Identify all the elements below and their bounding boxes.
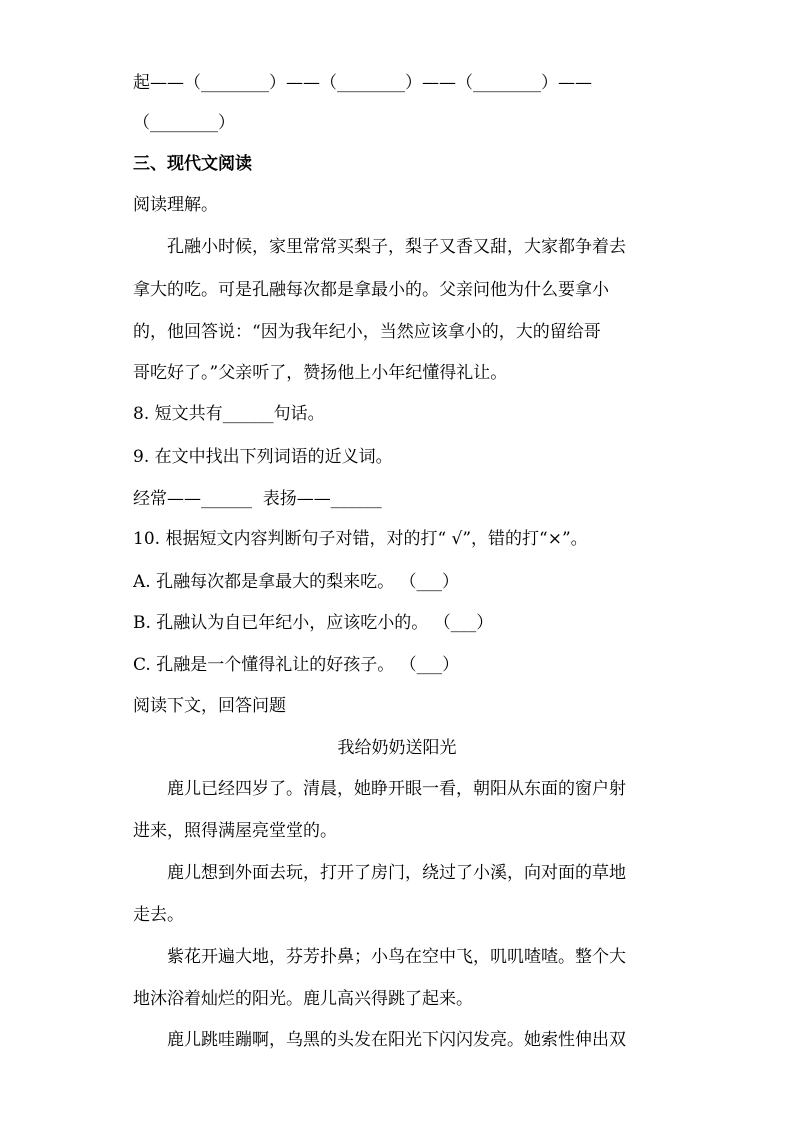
passage2-line-7: 鹿儿跳哇蹦啊，乌黑的头发在阳光下闪闪发亮。她索性伸出双: [133, 1030, 626, 1050]
passage1-line-3: 的，他回答说：“因为我年纪小，当然应该拿小的，大的留给哥: [133, 322, 601, 342]
reading-instruction-1: 阅读理解。: [133, 195, 218, 215]
question-10-option-b: B. 孔融认为自已年纪小，应该吃小的。 （___）: [133, 613, 494, 633]
passage2-line-4: 走去。: [133, 905, 184, 925]
question-8: 8. 短文共有______句话。: [133, 404, 325, 424]
passage1-line-2: 拿大的吃。可是孔融每次都是拿最小的。父亲问他为什么要拿小: [133, 280, 609, 300]
passage1-line-1: 孔融小时候，家里常常买梨子，梨子又香又甜，大家都争着去: [133, 237, 626, 257]
question-9-words: 经常——______ 表扬——______: [133, 489, 382, 509]
question-10: 10. 根据短文内容判断句子对错，对的打“ √”，错的打“×”。: [133, 529, 588, 549]
question-10-option-a: A. 孔融每次都是拿最大的梨来吃。 （___）: [133, 572, 459, 592]
reading-instruction-2: 阅读下文，回答问题: [133, 696, 286, 716]
section-heading: 三、现代文阅读: [133, 154, 252, 174]
sequence-chain-line-2: （________）: [133, 113, 235, 133]
story-title: 我给奶奶送阳光: [337, 738, 457, 758]
passage2-line-2: 进来，照得满屋亮堂堂的。: [133, 821, 337, 841]
sequence-chain-line-1: 起——（________）——（________）——（________）——: [133, 73, 592, 93]
question-10-option-c: C. 孔融是一个懂得礼让的好孩子。 （___）: [133, 655, 460, 675]
passage2-line-5: 紫花开遍大地，芬芳扑鼻；小鸟在空中飞，叽叽喳喳。整个大: [133, 947, 626, 967]
passage1-line-4: 哥吃好了。”父亲听了，赞扬他上小年纪懂得礼让。: [133, 363, 508, 383]
passage2-line-3: 鹿儿想到外面去玩，打开了房门，绕过了小溪，向对面的草地: [133, 863, 626, 883]
question-9: 9. 在文中找出下列词语的近义词。: [133, 447, 393, 467]
passage2-line-6: 地沐浴着灿烂的阳光。鹿儿高兴得跳了起来。: [133, 989, 473, 1009]
passage2-line-1: 鹿儿已经四岁了。清晨，她睁开眼一看，朝阳从东面的窗户射: [133, 779, 626, 799]
